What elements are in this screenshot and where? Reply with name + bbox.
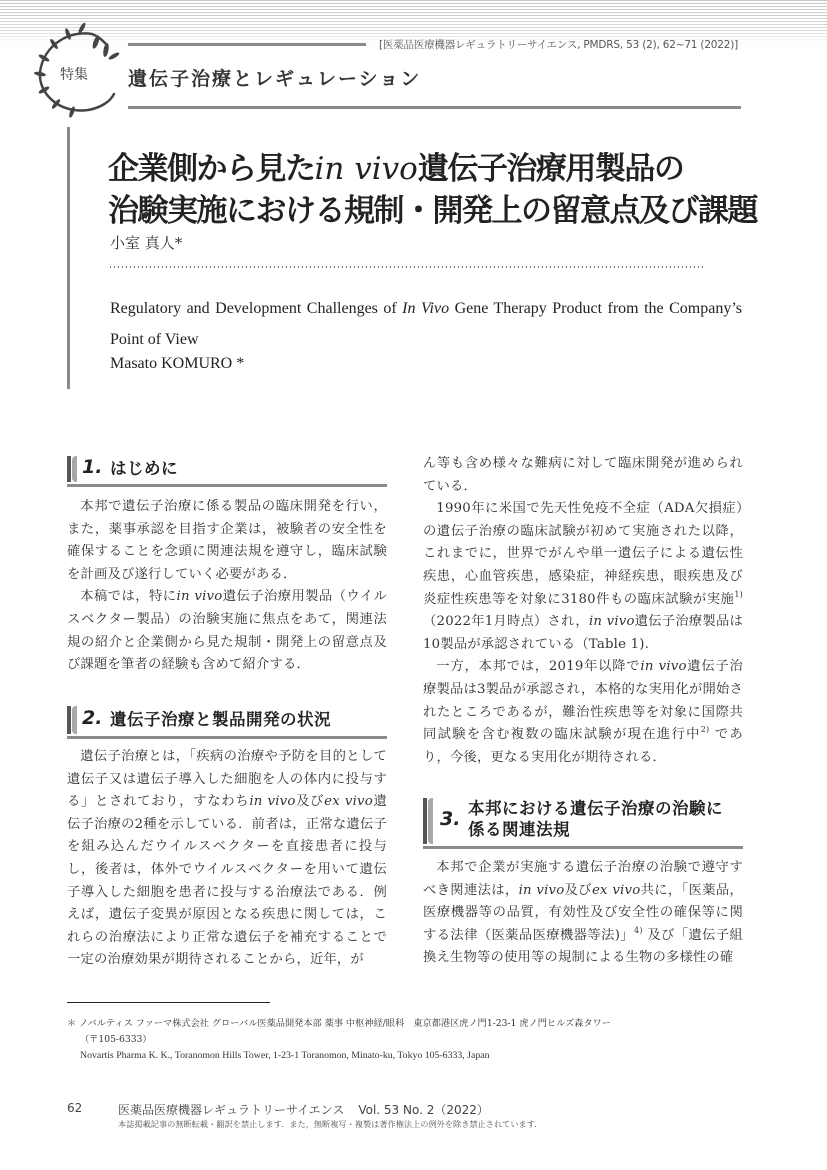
section-3-body [423, 857, 743, 970]
section-title: 遺伝子治療と製品開発の状況 [110, 710, 331, 729]
header-rule-bottom [128, 106, 741, 109]
english-title [110, 293, 742, 355]
section-1-body [67, 496, 387, 677]
paragraph: 一方，本邦では，2019年以降でin vivo遺伝子治療製品は3製品が承認され，本格的な実用化が開始されたところであるが，難治性疾患等を対象に国際共同試験を含む複数の臨床試験が現在進行中$^{2)}$ であり，今後，更なる実用化が期待される． [423, 659, 743, 765]
footnote-marker: ＊ [67, 1018, 77, 1029]
section-number: 2. [82, 707, 103, 729]
paragraph: 遺伝子治療とは，「疾病の治療や予防を目的として遺伝子又は遺伝子導入した細胞を人の体内に投与する」とされており，すなわちin vivo及びex vivo遺伝子治療の2種を示している．前者は，正常な遺伝子を組み込んだウイルスベクターを直接患者に投与し，後者は，体外でウイルスベクターを用いて遺伝子導入した細胞を患者に投与する治療法である．例えば，遺伝子変異が原因となる疾患に関しては，これらの治療法により正常な遺伝子を補充することで一定の治療効果が期待されることから，近年，が [67, 749, 387, 968]
copyright-notice: 本誌掲載記事の無断転載・翻訳を禁止します．また，無断複写・複製は著作権法上の例外を除き禁止されています． [118, 1119, 543, 1129]
journal-volume: Vol. 53 No. 2（2022） [358, 1103, 489, 1117]
title-side-bar [67, 127, 70, 389]
article-title [108, 148, 757, 232]
footnote-postal: （〒105-6333） [80, 1034, 152, 1045]
paragraph: 本稿では，特にin vivo遺伝子治療用製品（ウイルスベクター製品）の治験実施に焦点をあて，関連法規の紹介と企業側から見た規制・開発上の留意点及び課題を筆者の経験も含めて紹介する． [67, 589, 387, 673]
paragraph: 本邦で遺伝子治療に係る製品の臨床開発を行い，また，薬事承認を目指す企業は，被験者の安全性を確保することを念頭に関連法規を遵守し，臨床試験を計画及び遂行していく必要がある． [67, 499, 387, 582]
footnote [67, 1016, 611, 1064]
section-title: はじめに [110, 459, 178, 478]
citation: [医薬品医療機器レギュラトリーサイエンス, PMDRS, 53 (2), 62~71 (2022)] [379, 39, 739, 51]
en-title-italic: In Vivo [402, 300, 450, 317]
paragraph: 本邦で企業が実施する遺伝子治療の治験で遵守すべき関連法は，in vivo及びex vivo共に，「医薬品，医療機器等の品質，有効性及び安全性の確保等に関する法律（医薬品医療機器等法)」$^{4)}$ 及び「遺伝子組換え生物等の使用等の規制による生物の多様性の確 [423, 860, 743, 966]
section-number: 3. [440, 808, 461, 830]
article-title-line2: 治験実施における規制・開発上の留意点及び課題 [108, 193, 757, 229]
heading-bracket-icon [67, 706, 77, 734]
journal-footer [118, 1101, 489, 1118]
footnote-rule [67, 1002, 270, 1003]
section-title-line2: 係る関連法規 [468, 820, 570, 839]
en-title-text: Gene Therapy Product from the Company’s Point of View [110, 300, 742, 348]
article-title-line1 [108, 148, 757, 190]
footnote-line [67, 1016, 611, 1032]
special-feature-badge: 特集 [60, 67, 88, 83]
section-number: 1. [82, 456, 103, 478]
author-english: Masato KOMURO * [110, 355, 245, 372]
author-japanese: 小室 真人* [110, 234, 183, 252]
section-2-body-col2 [423, 453, 743, 769]
page-number: 62 [67, 1101, 83, 1115]
series-title: 遺伝子治療とレギュレーション [128, 68, 422, 90]
paragraph-continued: ん等も含め様々な難病に対して臨床開発が進められている． [423, 456, 743, 494]
title-text: 遺伝子治療用製品の [417, 151, 684, 187]
title-italic: in vivo [314, 151, 418, 187]
affiliation-english: Novartis Pharma K. K., Toranomon Hills Tower, 1-23-1 Toranomon, Minato-ku, Tokyo 105-6333, Japan [80, 1050, 490, 1061]
journal-name: 医薬品医療機器レギュラトリーサイエンス [118, 1103, 345, 1117]
title-text: 企業側から見た [108, 151, 315, 187]
affiliation-japanese: ノバルティス ファーマ株式会社 グローバル医薬品開発本部 薬事 中枢神経/眼科 東京都港区虎ノ門1-23-1 虎ノ門ヒルズ森タワー [79, 1018, 611, 1029]
en-title-text: Regulatory and Development Challenges of [110, 300, 403, 317]
section-2-body-col1 [67, 746, 387, 972]
section-heading-3 [423, 796, 743, 849]
paragraph: 1990年に米国で先天性免疫不全症（ADA欠損症）の遺伝子治療の臨床試験が初めて実施された以降，これまでに，世界でがんや単一遺伝子による遺伝性疾患，心血管疾患，感染症，神経疾患，眼疾患及び炎症性疾患等を対象に3180件もの臨床試験が実施$^{1)}$（2022年1月時点）され，in vivo遺伝子治療製品は10製品が承認されている（Table 1). [423, 501, 743, 652]
section-heading-1 [67, 454, 387, 487]
section-heading-2 [67, 704, 387, 739]
header-rule-top [128, 43, 366, 46]
dotted-divider [110, 266, 705, 268]
heading-bracket-icon [423, 798, 433, 844]
section-title-line1: 本邦における遺伝子治療の治験に [468, 799, 723, 818]
heading-bracket-icon [67, 456, 77, 482]
